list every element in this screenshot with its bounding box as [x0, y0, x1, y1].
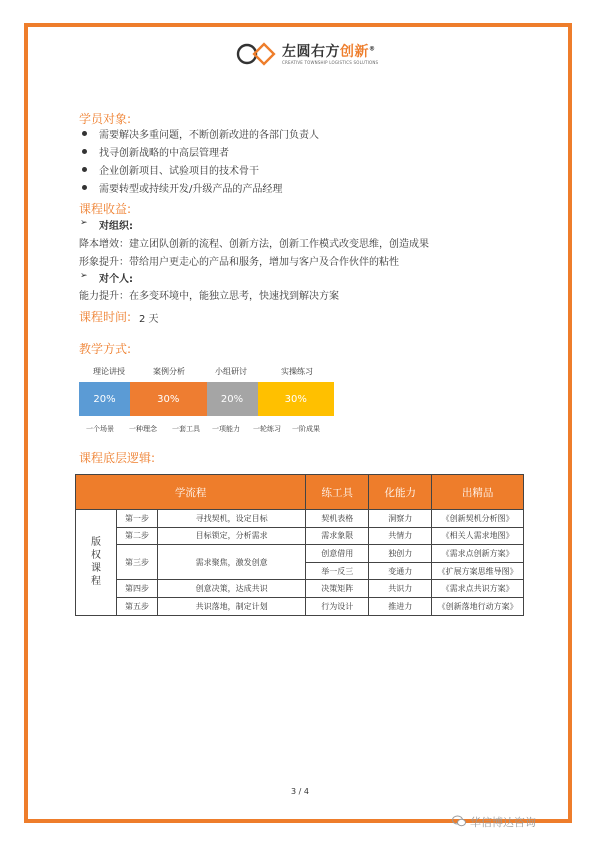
- benefits-heading: 课程收益:: [79, 202, 132, 216]
- step-cell: 第一步: [117, 510, 158, 528]
- output-cell: 《创新落地行动方案》: [432, 597, 524, 615]
- arrow-right-icon: ➢: [80, 218, 88, 228]
- output-cell: 《需求点共识方案》: [432, 580, 524, 598]
- table-row: [76, 597, 524, 615]
- tool-cell: 需求象限: [306, 527, 369, 545]
- outcome-label: 一种理念: [129, 425, 157, 433]
- output-cell: 《需求点创新方案》: [432, 545, 524, 563]
- bullet-icon: [82, 149, 87, 154]
- ability-cell: 变通力: [369, 562, 432, 580]
- audience-item: 需要转型或持续开发/升级产品的产品经理: [99, 184, 283, 195]
- logo-mark-icon: [236, 42, 280, 66]
- header-ability: 化能力: [369, 475, 432, 510]
- tool-cell: 决策矩阵: [306, 580, 369, 598]
- output-cell: 《扩展方案思维导图》: [432, 562, 524, 580]
- company-logo: [236, 40, 379, 70]
- method-label: 理论讲授: [93, 367, 125, 376]
- method-label: 实操练习: [281, 367, 313, 376]
- step-cell: 第五步: [117, 597, 158, 615]
- page-number: 3 / 4: [291, 787, 309, 796]
- logo-subtitle: CREATIVE TOWNSHIP LOGISTICS SOLUTIONS: [282, 60, 379, 65]
- table-row: [76, 510, 524, 528]
- ability-cell: 共识力: [369, 580, 432, 598]
- bullet-icon: [82, 185, 87, 190]
- header-output: 出精品: [432, 475, 524, 510]
- step-cell: 第三步: [117, 545, 158, 580]
- audience-heading: 学员对象:: [79, 112, 132, 126]
- output-cell: 《创新契机分析图》: [432, 510, 524, 528]
- wechat-icon: [452, 815, 466, 827]
- outcome-label: 一个场景: [86, 425, 114, 433]
- output-cell: 《相关人需求地图》: [432, 527, 524, 545]
- arrow-right-icon: ➢: [80, 271, 88, 281]
- process-cell: 目标锁定，分析需求: [158, 527, 306, 545]
- ratio-segment: 30%: [258, 382, 335, 416]
- teaching-ratio-bar: [79, 382, 334, 416]
- ability-cell: 共情力: [369, 527, 432, 545]
- bullet-icon: [82, 167, 87, 172]
- bullet-icon: [82, 131, 87, 136]
- audience-item: 需要解决多重问题，不断创新改进的各部门负责人: [99, 130, 319, 141]
- tool-cell: 行为设计: [306, 597, 369, 615]
- personal-label: 对个人:: [99, 274, 133, 285]
- tool-cell: 创意借用: [306, 545, 369, 563]
- duration-heading: 课程时间:: [79, 310, 132, 324]
- logic-heading: 课程底层逻辑:: [79, 451, 156, 465]
- logo-wordmark: 左圆右方创新®: [282, 44, 376, 60]
- table-row: [76, 545, 524, 563]
- outcome-label: 一套工具: [172, 425, 200, 433]
- method-label: 案例分析: [153, 367, 185, 376]
- ability-cell: 洞察力: [369, 510, 432, 528]
- outcome-label: 一轮练习: [253, 425, 281, 433]
- table-row: [76, 580, 524, 598]
- method-label: 小组研讨: [215, 367, 247, 376]
- course-logic-table: [75, 474, 524, 616]
- duration-value: 2 天: [139, 314, 159, 325]
- personal-benefit-line: 能力提升：在多变环境中，能独立思考，快速找到解决方案: [79, 291, 339, 302]
- header-process: 学流程: [76, 475, 306, 510]
- ratio-segment: 20%: [79, 382, 130, 416]
- process-cell: 共识落地，制定计划: [158, 597, 306, 615]
- process-cell: 寻找契机，设定目标: [158, 510, 306, 528]
- table-row: [76, 527, 524, 545]
- ratio-segment: 20%: [207, 382, 258, 416]
- step-cell: 第二步: [117, 527, 158, 545]
- org-benefit-line: 降本增效：建立团队创新的流程、创新方法，创新工作模式改变思维，创造成果: [79, 239, 429, 250]
- org-benefit-line: 形象提升：带给用户更走心的产品和服务，增加与客户及合作伙伴的粘性: [79, 257, 399, 268]
- process-cell: 需求聚焦，激发创意: [158, 545, 306, 580]
- header-tools: 练工具: [306, 475, 369, 510]
- outcome-label: 一项能力: [212, 425, 240, 433]
- page-border: [24, 23, 572, 823]
- org-label: 对组织:: [99, 221, 133, 232]
- tool-cell: 契机表格: [306, 510, 369, 528]
- process-cell: 创意决策，达成共识: [158, 580, 306, 598]
- ratio-segment: 30%: [130, 382, 207, 416]
- audience-item: 找寻创新战略的中高层管理者: [99, 148, 229, 159]
- step-cell: 第四步: [117, 580, 158, 598]
- ability-cell: 独创力: [369, 545, 432, 563]
- watermark-text: 华信博达咨询: [470, 816, 536, 829]
- audience-item: 企业创新项目、试验项目的技术骨干: [99, 166, 259, 177]
- teaching-heading: 教学方式:: [79, 342, 132, 356]
- tool-cell: 举一反三: [306, 562, 369, 580]
- outcome-label: 一阶成果: [292, 425, 320, 433]
- ability-cell: 推进力: [369, 597, 432, 615]
- row-label-copyright-course: 版 权 课 程: [76, 510, 117, 616]
